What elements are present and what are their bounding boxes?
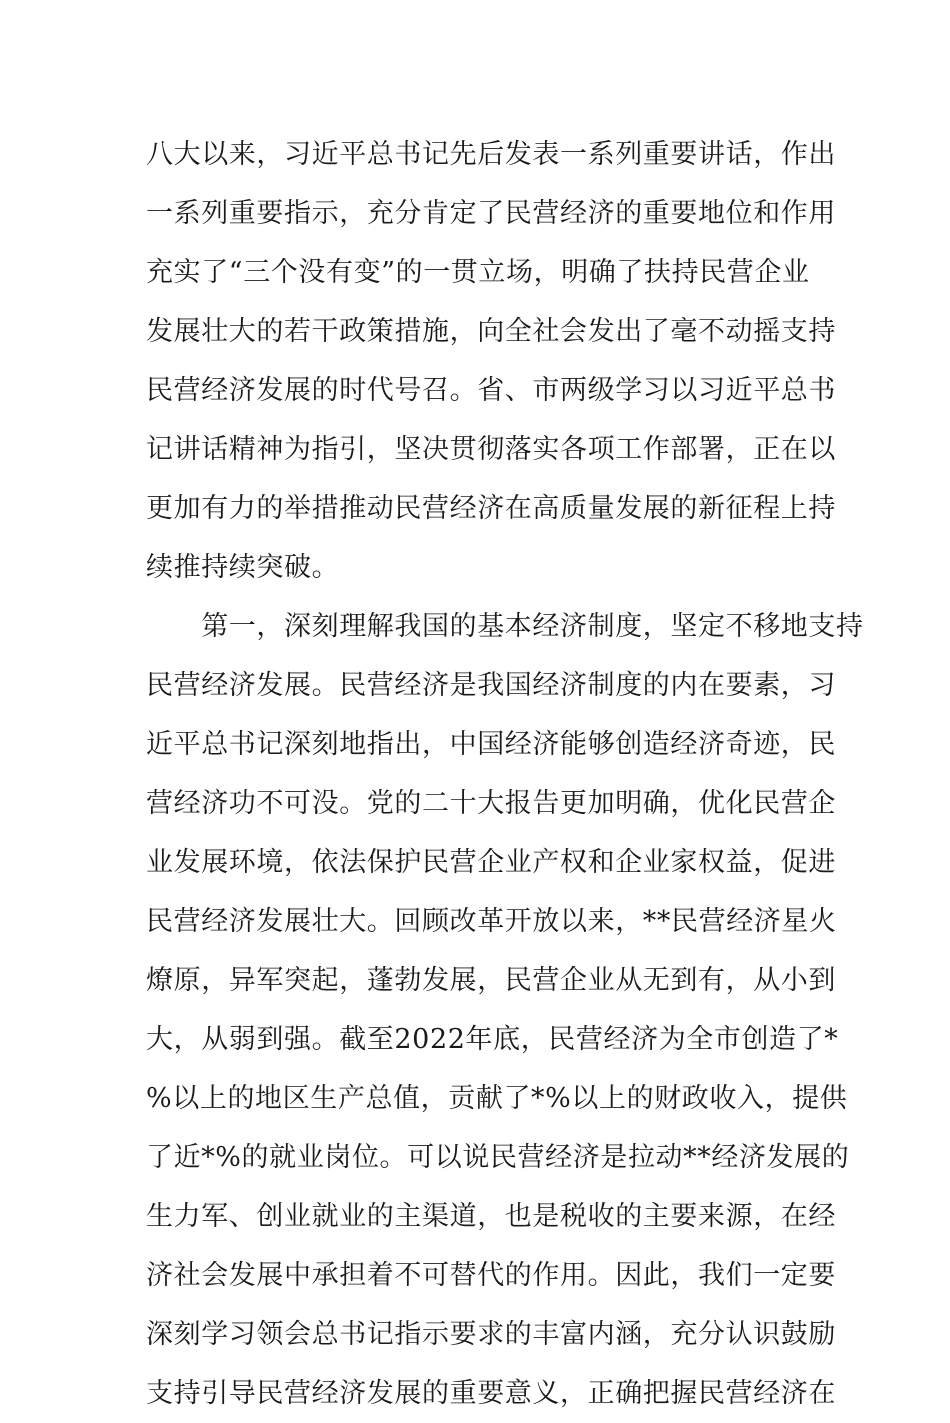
text-line-8: 续推持续突破。 <box>146 552 340 583</box>
body-text <box>146 125 864 1423</box>
text-line-22: 支持引导民营经济发展的重要意义，正确把握民营经济在 <box>146 1378 836 1409</box>
text-line-19: 生力军、创业就业的主渠道，也是税收的主要来源，在经 <box>146 1201 836 1232</box>
text-line-7: 更加有力的举措推动民营经济在高质量发展的新征程上持 <box>146 493 836 524</box>
text-line-4: 发展壮大的若干政策措施，向全社会发出了毫不动摇支持 <box>146 316 836 347</box>
text-line-6: 记讲话精神为指引，坚决贯彻落实各项工作部署，正在以 <box>146 434 836 465</box>
text-line-18: 了近*%的就业岗位。可以说民营经济是拉动**经济发展的 <box>146 1142 850 1173</box>
text-line-14: 民营经济发展壮大。回顾改革开放以来，**民营经济星火 <box>146 906 837 937</box>
text-line-20: 济社会发展中承担着不可替代的作用。因此，我们一定要 <box>146 1260 836 1291</box>
text-line-17: %以上的地区生产总值，贡献了*%以上的财政收入，提供 <box>146 1083 848 1114</box>
text-line-12: 营经济功不可没。党的二十大报告更加明确，优化民营企 <box>146 788 836 819</box>
text-line-5: 民营经济发展的时代号召。省、市两级学习以习近平总书 <box>146 375 836 406</box>
text-line-15: 燎原，异军突起，蓬勃发展，民营企业从无到有，从小到 <box>146 965 836 996</box>
text-line-21: 深刻学习领会总书记指示要求的丰富内涵，充分认识鼓励 <box>146 1319 836 1350</box>
text-line-11: 近平总书记深刻地指出，中国经济能够创造经济奇迹，民 <box>146 729 836 760</box>
text-line-16: 大，从弱到强。截至2022年底，民营经济为全市创造了* <box>146 1024 839 1055</box>
text-line-9: 第一，深刻理解我国的基本经济制度，坚定不移地支持 <box>146 611 864 642</box>
text-line-2: 一系列重要指示，充分肯定了民营经济的重要地位和作用 <box>146 198 836 229</box>
text-line-1: 八大以来，习近平总书记先后发表一系列重要讲话，作出 <box>146 139 836 170</box>
text-line-3: 充实了“三个没有变”的一贯立场，明确了扶持民营企业 <box>146 257 810 288</box>
text-line-10: 民营经济发展。民营经济是我国经济制度的内在要素，习 <box>146 670 836 701</box>
text-line-13: 业发展环境，依法保护民营企业产权和企业家权益，促进 <box>146 847 836 878</box>
